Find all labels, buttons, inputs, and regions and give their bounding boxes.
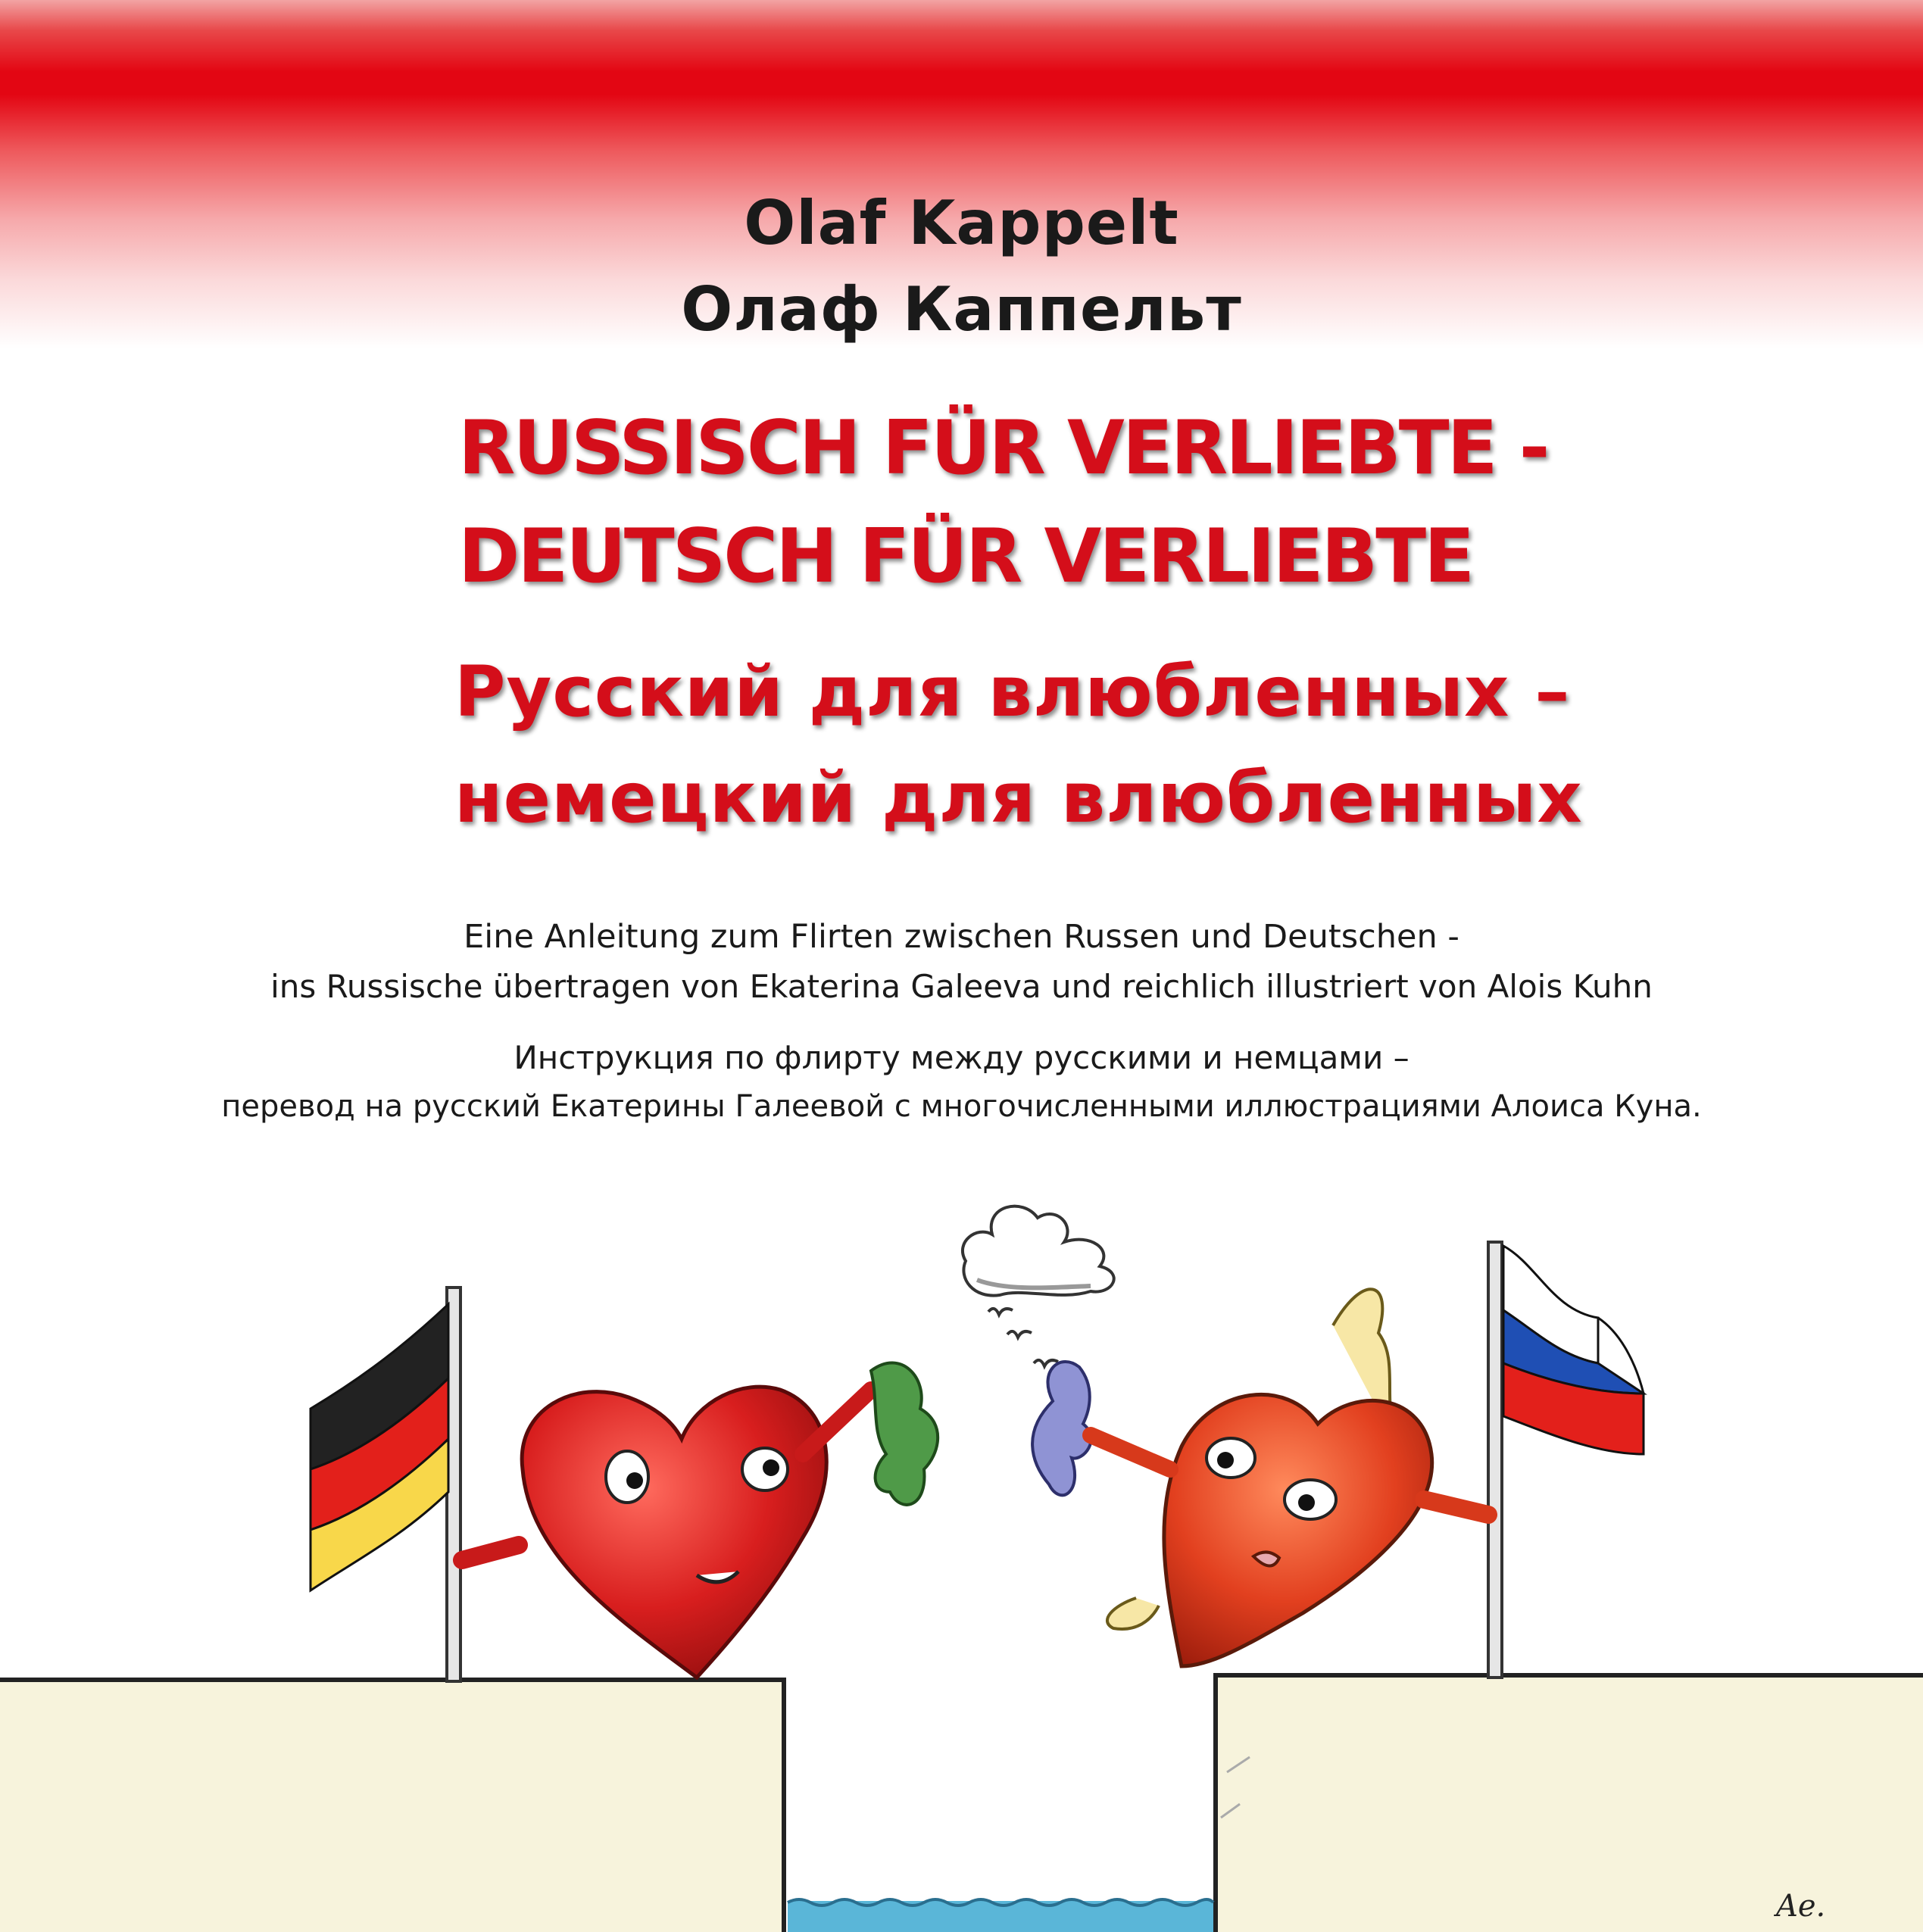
author-name-cyrillic: Олаф Каппельт <box>681 274 1242 345</box>
russian-heart-character <box>1091 1289 1488 1666</box>
cartoon-illustration <box>0 1136 1923 1932</box>
birds <box>988 1309 1058 1366</box>
cloud <box>963 1206 1114 1296</box>
subtitle-russian-line-1: Инструкция по флирту между русскими и немцами – <box>514 1039 1409 1076</box>
green-handkerchief <box>871 1363 938 1505</box>
purple-handkerchief <box>1032 1362 1091 1495</box>
title-russian-line-1: Русский для влюбленных – <box>454 651 1571 732</box>
author-name-latin: Olaf Kappelt <box>744 188 1179 258</box>
illustrator-signature: Ae. <box>1776 1889 1826 1924</box>
left-cliff <box>0 1680 784 1932</box>
subtitle-russian-line-2: перевод на русский Екатерины Галеевой с многочисленными иллюстрациями Алоиса Куна. <box>221 1089 1702 1124</box>
subtitle-german-line-1: Eine Anleitung zum Flirten zwischen Russen und Deutschen - <box>464 918 1459 956</box>
water <box>788 1899 1213 1932</box>
german-flag <box>311 1287 460 1681</box>
title-german-line-2: DEUTSCH FÜR VERLIEBTE <box>458 513 1473 600</box>
title-russian-line-2: немецкий для влюбленных <box>454 757 1583 838</box>
german-heart-character <box>462 1387 871 1678</box>
subtitle-german-line-2: ins Russische übertragen von Ekaterina Galeeva und reichlich illustriert von Alois Kuhn <box>270 968 1653 1005</box>
russian-flag <box>1488 1242 1644 1678</box>
title-german-line-1: RUSSISCH FÜR VERLIEBTE - <box>458 405 1548 492</box>
